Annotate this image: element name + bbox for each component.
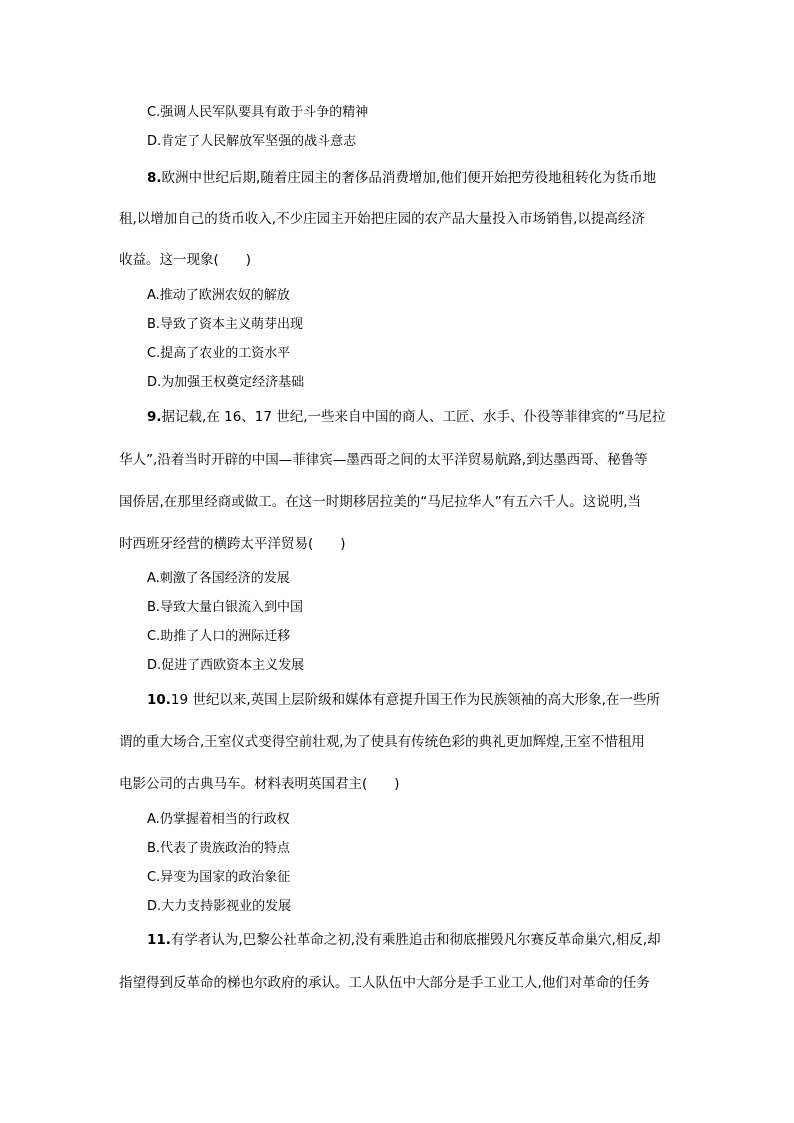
question-8-line-3: 收益。这一现象( ) bbox=[119, 252, 252, 268]
question-10-line-3: 电影公司的古典马车。材料表明英国君主( ) bbox=[119, 776, 400, 792]
question-10-option-d: D.大力支持影视业的发展 bbox=[147, 899, 292, 914]
question-8-line-1 bbox=[147, 169, 656, 187]
question-10-option-a: A.仍掌握着相当的行政权 bbox=[147, 812, 290, 827]
question-9-text-1: 据记载,在 16、17 世纪,一些来自中国的商人、工匠、水手、仆役等菲律宾的“马尼拉 bbox=[161, 409, 666, 425]
option-d-prev: D.肯定了人民解放军坚强的战斗意志 bbox=[147, 134, 357, 149]
question-9-line-3: 国侨居,在那里经商或做工。在这一时期移居拉美的“马尼拉华人”有五六千人。这说明,当 bbox=[119, 494, 642, 510]
question-9-option-d: D.促进了西欧资本主义发展 bbox=[147, 658, 305, 673]
question-9-number: 9. bbox=[147, 409, 162, 425]
question-10-line-1 bbox=[147, 691, 660, 709]
question-11-line-1 bbox=[147, 931, 661, 949]
question-9-option-c: C.助推了人口的洲际迁移 bbox=[147, 629, 291, 644]
question-8-text-1: 欧洲中世纪后期,随着庄园主的奢侈品消费增加,他们便开始把劳役地租转化为货币地 bbox=[161, 170, 657, 186]
question-8-option-a: A.推动了欧洲农奴的解放 bbox=[147, 288, 290, 303]
question-8-option-d: D.为加强王权奠定经济基础 bbox=[147, 375, 305, 390]
question-8-number: 8. bbox=[147, 170, 162, 186]
question-8-option-b: B.导致了资本主义萌芽出现 bbox=[147, 317, 304, 332]
question-10-line-2: 谓的重大场合,王室仪式变得空前壮观,为了使具有传统色彩的典礼更加辉煌,王室不惜租用 bbox=[119, 734, 645, 750]
question-11-text-1: 有学者认为,巴黎公社革命之初,没有乘胜追击和彻底摧毁凡尔赛反革命巢穴,相反,却 bbox=[170, 932, 661, 948]
question-11-line-2: 指望得到反革命的梯也尔政府的承认。工人队伍中大部分是手工业工人,他们对革命的任务 bbox=[119, 975, 650, 991]
question-9-line-1 bbox=[147, 408, 666, 426]
question-9-line-4: 时西班牙经营的横跨太平洋贸易( ) bbox=[119, 536, 346, 552]
question-9-option-a: A.刺激了各国经济的发展 bbox=[147, 571, 290, 586]
question-10-number: 10. bbox=[147, 692, 171, 708]
question-9-line-2: 华人”,沿着当时开辟的中国—菲律宾—墨西哥之间的太平洋贸易航路,到达墨西哥、秘鲁等 bbox=[119, 452, 648, 468]
question-9-option-b: B.导致大量白银流入到中国 bbox=[147, 600, 304, 615]
question-10-text-1: 19 世纪以来,英国上层阶级和媒体有意提升国王作为民族领袖的高大形象,在一些所 bbox=[170, 692, 660, 708]
question-11-number: 11. bbox=[147, 932, 171, 948]
question-10-option-b: B.代表了贵族政治的特点 bbox=[147, 841, 291, 856]
question-10-option-c: C.异变为国家的政治象征 bbox=[147, 870, 291, 885]
option-c-prev: C.强调人民军队要具有敢于斗争的精神 bbox=[147, 105, 369, 120]
question-8-option-c: C.提高了农业的工资水平 bbox=[147, 346, 291, 361]
question-8-line-2: 租,以增加自己的货币收入,不少庄园主开始把庄园的农产品大量投入市场销售,以提高经济 bbox=[119, 211, 645, 227]
